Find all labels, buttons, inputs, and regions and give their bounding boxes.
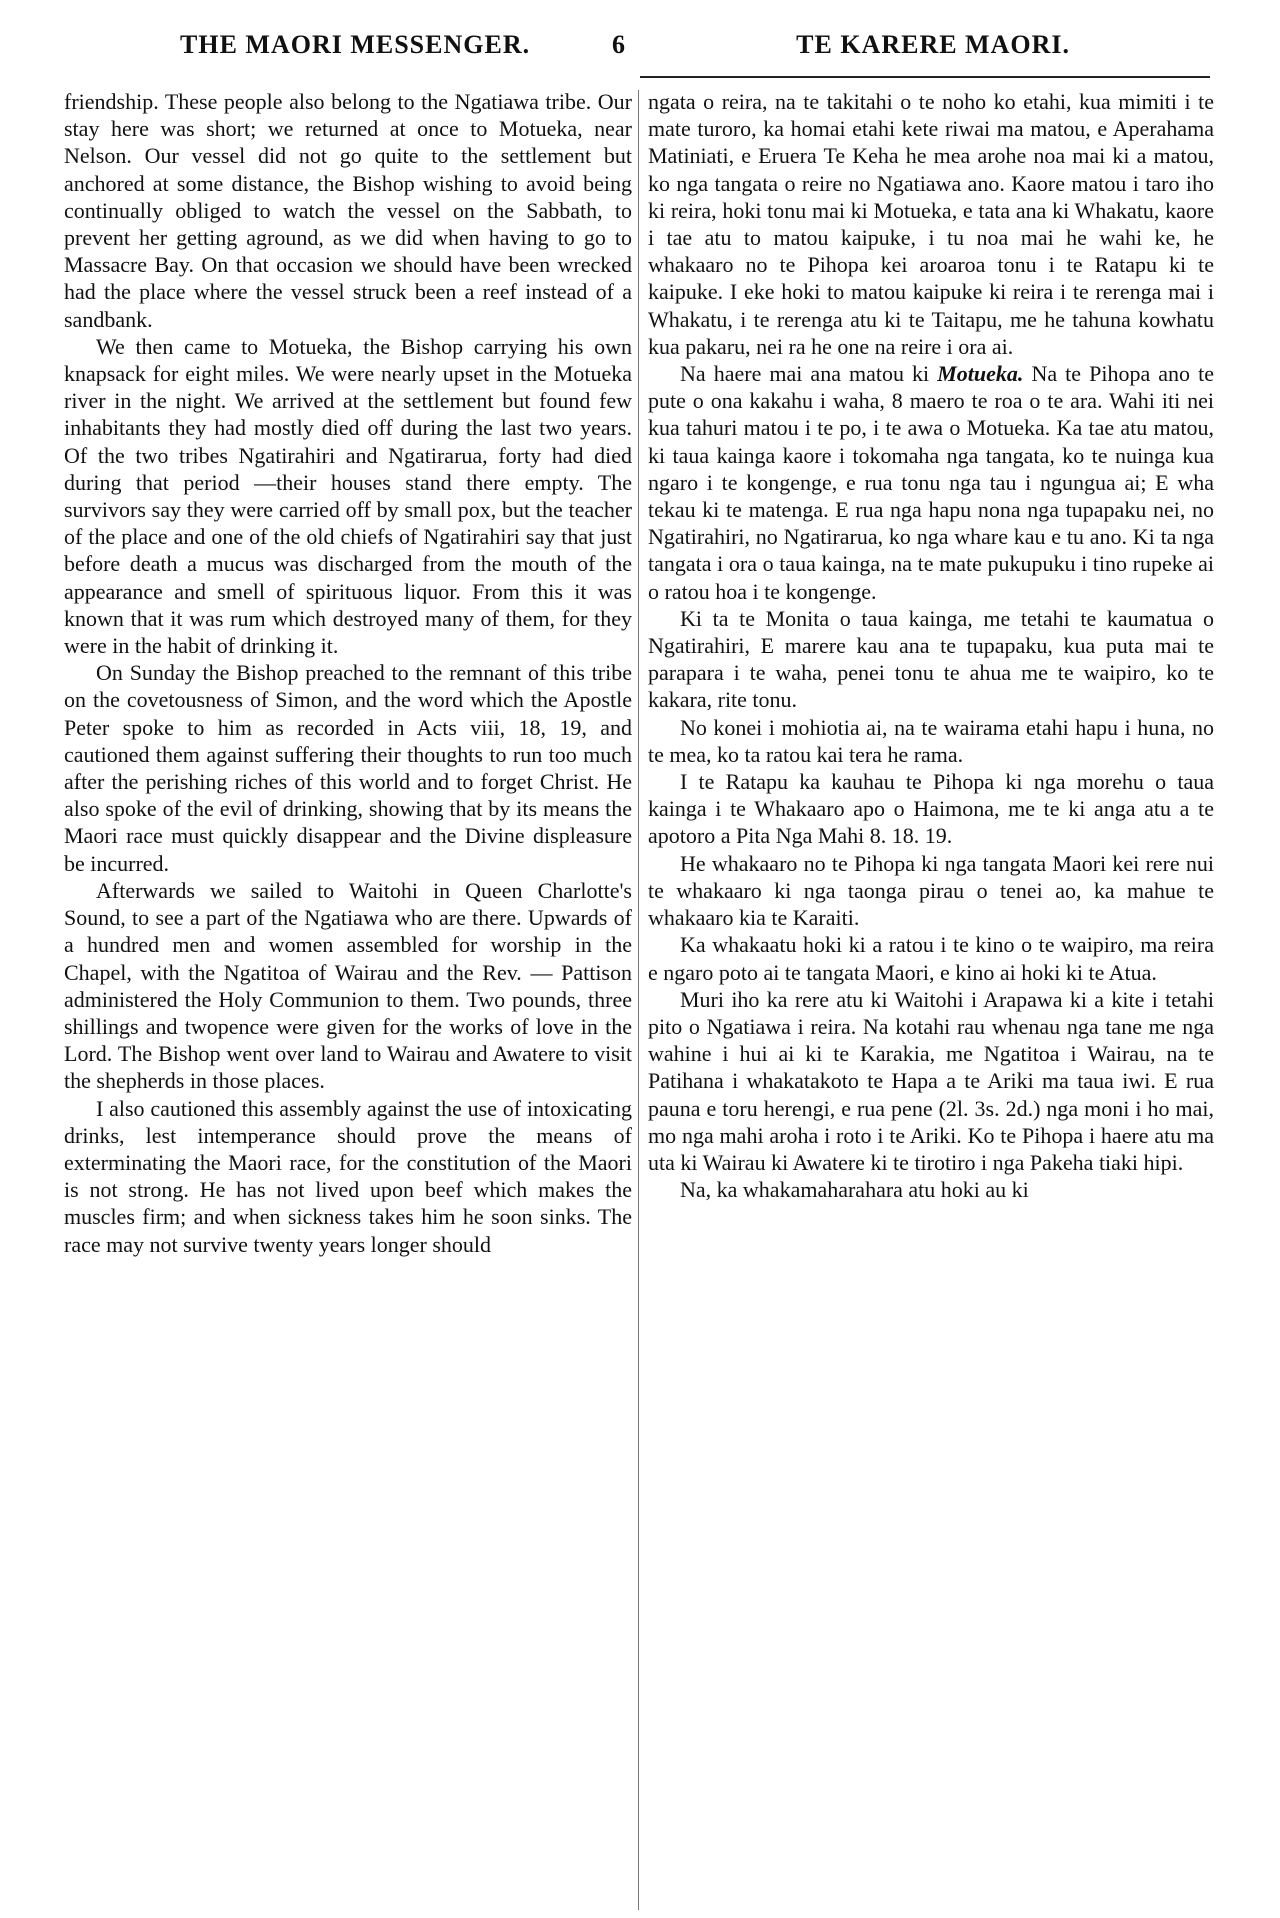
- maori-paragraph: [648, 360, 1214, 605]
- maori-paragraph-suffix: Na te Pihopa ano te pute o ona kakahu i waha, 8 maero te roa o te ara. Wahi iti nei kua tahuri matou i te po, i te awa o Motueka. Ka tae atu matou, ki taua kainga kaore i tokomaha nga tangata, ko te nuinga kua ngaro i te kongenge, e rua tonu nga tau i ngungua ai; E wha tekau ki te matenga. E rua nga hapu nona nga tupapaku nei, no Ngatirahiri, no Ngatirarua, ko nga whare kau e tu ano. Ki ta nga tangata i ora o taua kainga, na te mate pukupuku i tino rupeke ai o ratou hoa i te kongenge.: [648, 361, 1214, 604]
- english-paragraph: I also cautioned this assembly against the use of intoxicating drinks, lest intemperance should prove the means of exterminating the Maori race, for the constitution of the Maori is not strong. He has not lived upon beef which makes the muscles firm; and when sickness takes him he soon sinks. The race may not survive twenty years longer should: [64, 1095, 632, 1257]
- masthead-english-title: THE MAORI MESSENGER.: [180, 30, 531, 59]
- maori-paragraph-prefix: Na haere mai ana matou ki: [680, 361, 938, 387]
- maori-column: [648, 88, 1214, 1203]
- maori-paragraph: Na, ka whakamaharahara atu hoki au ki: [680, 1177, 1029, 1203]
- masthead: [150, 30, 1090, 70]
- maori-paragraph: I te Ratapu ka kauhau te Pihopa ki nga morehu o taua kainga i te Whakaaro apo o Haimona, me te ki anga atu a te apotoro a Pita Nga Mahi 8. 18. 19.: [648, 769, 1214, 849]
- column-divider: [638, 90, 639, 1910]
- english-column: [64, 88, 632, 1258]
- maori-paragraph: Muri iho ka rere atu ki Waitohi i Arapawa ki a kite i tetahi pito o Ngatiawa i reira. Na kotahi rau whenau nga tane me nga wahine i hui ai ki te Karakia, me Ngatitoa i Wairau, na te Patihana i whakatakoto te Hapa a te Ariki ma taua iwi. E rua pauna e toru herengi, e rua pene (2l. 3s. 2d.) nga moni i ho mai, mo nga mahi aroha i roto i te Ariki. Ko te Pihopa i haere atu ma uta ki Wairau ki Awatere ki te tirotiro i nga Pakeha tiaki hipi.: [648, 986, 1214, 1175]
- page-number: 6: [612, 30, 626, 59]
- english-paragraph: Afterwards we sailed to Waitohi in Queen Charlotte's Sound, to see a part of the Ngatiawa who are there. Upwards of a hundred men and women assembled for worship in the Chapel, with the Ngatitoa of Wairau and the Rev. — Pattison administered the Holy Communion to them. Two pounds, three shillings and twopence were given for the works of love in the Lord. The Bishop went over land to Wairau and Awatere to visit the shepherds in those places.: [64, 877, 632, 1094]
- maori-paragraph: ngata o reira, na te takitahi o te noho ko etahi, kua mimiti i te mate turoro, ka homai etahi kete riwai ma matou, e Aperahama Matiniati, e Eruera Te Keha he mea arohe noa mai ki a matou, ko nga tangata o reire no Ngatiawa ano. Kaore matou i taro iho ki reira, hoki tonu mai ki Motueka, e tata ana ki Whakatu, kaore i tae atu to matou kaipuke, i tu noa mai he wahi ke, he whakaaro no te Pihopa kei aroaroa tonu i te Ratapu ki te kaipuke. I eke hoki to matou kaipuke ki reira i te rerenga mai i Whakatu, i te rerenga atu ki te Taitapu, me he tahuna kowhatu kua pakaru, nei ra he one na reire i ora ai.: [648, 89, 1214, 359]
- maori-paragraph: No konei i mohiotia ai, na te wairama etahi hapu i huna, no te mea, ko ta ratou kai tera he rama.: [648, 714, 1214, 767]
- header-rule: [640, 76, 1210, 78]
- masthead-maori-title: TE KARERE MAORI.: [796, 30, 1070, 59]
- english-paragraph: friendship. These people also belong to the Ngatiawa tribe. Our stay here was short; we returned at once to Motueka, near Nelson. Our vessel did not go quite to the settlement but anchored at some distance, the Bishop wishing to avoid being continually obliged to watch the vessel on the Sabbath, to prevent her getting aground, as we did when having to go to Massacre Bay. On that occasion we should have been wrecked had the place where the vessel struck been a reef instead of a sandbank.: [64, 89, 632, 332]
- maori-paragraph: He whakaaro no te Pihopa ki nga tangata Maori kei rere nui te whakaaro ki nga taonga pirau o tenei ao, ka mahue te whakaaro kia te Karaiti.: [648, 850, 1214, 931]
- place-name-emphasis: Motueka.: [937, 361, 1024, 387]
- maori-paragraph: Ka whakaatu hoki ki a ratou i te kino o te waipiro, ma reira e ngaro poto ai te tangata Maori, e kino ai hoki ki te Atua.: [648, 932, 1214, 985]
- english-paragraph: We then came to Motueka, the Bishop carrying his own knapsack for eight miles. We were nearly upset in the Motueka river in the night. We arrived at the settlement but found few inhabitants they had mostly died off during the last two years. Of the two tribes Ngatirahiri and Ngatirarua, forty had died during that period —their houses stand there empty. The survivors say they were carried off by small pox, but the teacher of the place and one of the old chiefs of Ngatirahiri say that just before death a mucus was discharged from the mouth of the appearance and smell of spirituous liquor. From this it was known that it was rum which destroyed many of them, for they were in the habit of drinking it.: [64, 333, 632, 659]
- maori-paragraph: Ki ta te Monita o taua kainga, me tetahi te kaumatua o Ngatirahiri, E marere kau ana te tupapaku, kua puta mai te parapara i te waha, penei tonu te ahua me te waipiro, ko te kakara, rite tonu.: [648, 605, 1214, 713]
- english-paragraph: On Sunday the Bishop preached to the remnant of this tribe on the covetousness of Simon, and the word which the Apostle Peter spoke to him as recorded in Acts viii, 18, 19, and cautioned them against suffering their thoughts to run too much after the perishing riches of this world and to forget Christ. He also spoke of the evil of drinking, showing that by its means the Maori race must quickly disappear and the Divine displeasure be incurred.: [64, 660, 632, 876]
